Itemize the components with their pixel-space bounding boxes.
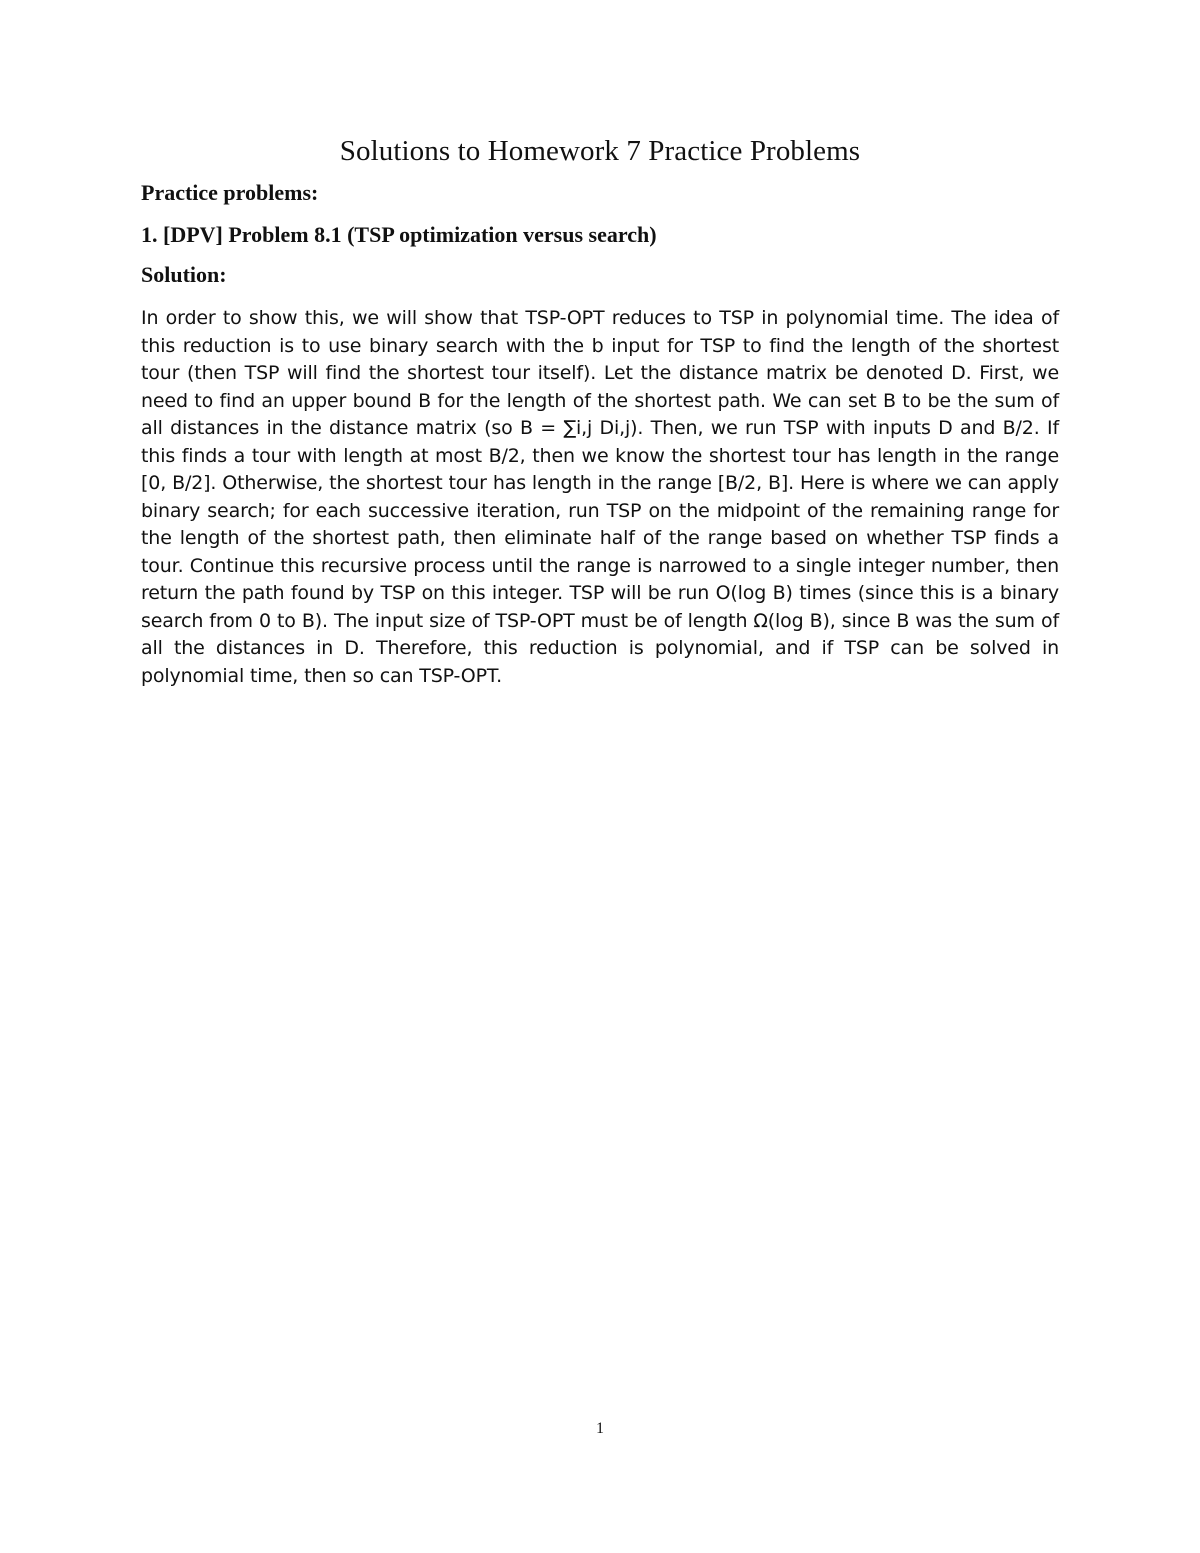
section-heading: Practice problems: (141, 180, 319, 205)
page-number: 1 (596, 1420, 604, 1437)
solution-heading: Solution: (141, 262, 227, 287)
solution-paragraph: In order to show this, we will show that TSP-OPT reduces to TSP in polynomial time. The idea of this reduction is to use binary search with the b input for TSP to find the length of the shortest tour (then TSP will find the shortest tour itself). Let the distance matrix be denoted D. First, we need to find an upper bound B for the length of the shortest path. We can set B to be the sum of all distances in the distance matrix (so B = ∑i,j Di,j). Then, we run TSP with inputs D and B/2. If this finds a tour with length at most B/2, then we know the shortest tour has length in the range [0, B/2]. Otherwise, the shortest tour has length in the range [B/2, B]. Here is where we can apply binary search; for each successive iteration, run TSP on the midpoint of the remaining range for the length of the shortest path, then eliminate half of the range based on whether TSP finds a tour. Continue this recursive process until the range is narrowed to a single integer number, then return the path found by TSP on this integer. TSP will be run O(log B) times (since this is a binary search from 0 to B). The input size of TSP-OPT must be of length Ω(log B), since B was the sum of all the distances in D. Therefore, this reduction is polynomial, and if TSP can be solved in polynomial time, then so can TSP-OPT. (141, 307, 1059, 687)
problem-heading: 1. [DPV] Problem 8.1 (TSP optimization versus search) (141, 222, 657, 247)
document-title: Solutions to Homework 7 Practice Problems (339, 135, 861, 167)
